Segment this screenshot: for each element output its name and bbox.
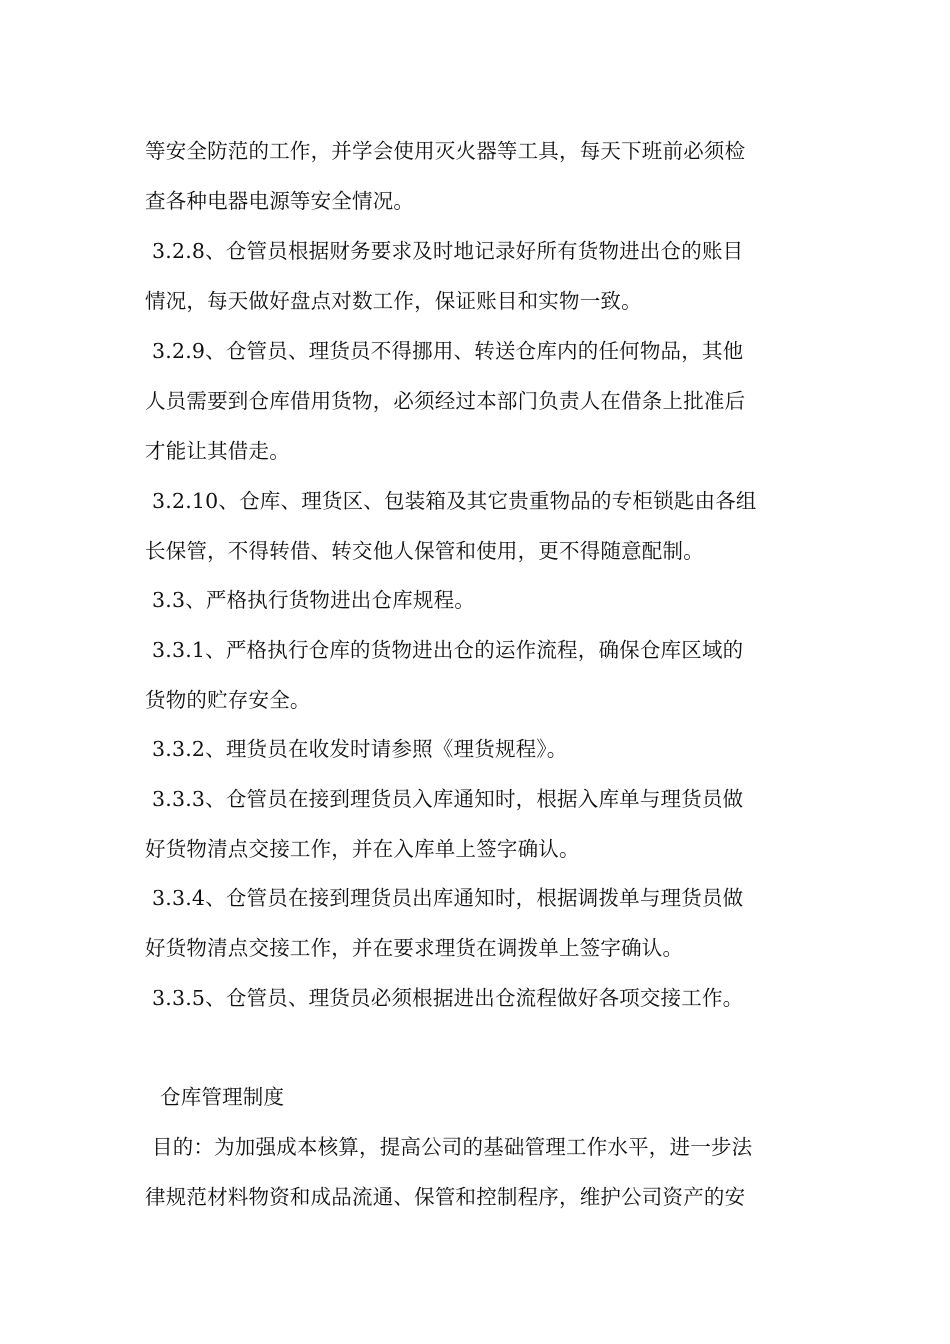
text-line: 长保管，不得转借、转交他人保管和使用，更不得随意配制。	[145, 539, 704, 563]
text-line: 3.3.5、仓管员、理货员必须根据进出仓流程做好各项交接工作。	[152, 986, 744, 1010]
text-line: 好货物清点交接工作，并在入库单上签字确认。	[145, 837, 580, 861]
text-line: 3.2.9、仓管员、理货员不得挪用、转送仓库内的任何物品，其他	[152, 339, 744, 363]
text-line: 货物的贮存安全。	[145, 688, 311, 712]
text-line: 3.3.4、仓管员在接到理货员出库通知时，根据调拨单与理货员做	[152, 886, 744, 910]
text-line: 情况，每天做好盘点对数工作，保证账目和实物一致。	[145, 289, 642, 313]
text-line: 3.3、严格执行货物进出仓库规程。	[152, 588, 476, 612]
text-line: 目的：为加强成本核算，提高公司的基础管理工作水平，进一步法	[152, 1135, 753, 1159]
text-line: 等安全防范的工作，并学会使用灭火器等工具，每天下班前必须检	[145, 139, 746, 163]
text-line: 查各种电器电源等安全情况。	[145, 189, 415, 213]
text-line: 3.2.10、仓库、理货区、包装箱及其它贵重物品的专柜锁匙由各组	[152, 489, 757, 513]
text-line: 3.2.8、仓管员根据财务要求及时地记录好所有货物进出仓的账目	[152, 239, 744, 263]
text-line: 3.3.1、严格执行仓库的货物进出仓的运作流程，确保仓库区域的	[152, 638, 744, 662]
section-heading: 仓库管理制度	[160, 1085, 285, 1109]
text-line: 人员需要到仓库借用货物，必须经过本部门负责人在借条上批准后	[145, 389, 746, 413]
text-line: 才能让其借走。	[145, 439, 290, 463]
text-line: 3.3.3、仓管员在接到理货员入库通知时，根据入库单与理货员做	[152, 787, 744, 811]
text-line: 好货物清点交接工作，并在要求理货在调拨单上签字确认。	[145, 936, 684, 960]
text-line: 律规范材料物资和成品流通、保管和控制程序，维护公司资产的安	[145, 1185, 746, 1209]
text-line: 3.3.2、理货员在收发时请参照《理货规程》。	[152, 737, 568, 761]
